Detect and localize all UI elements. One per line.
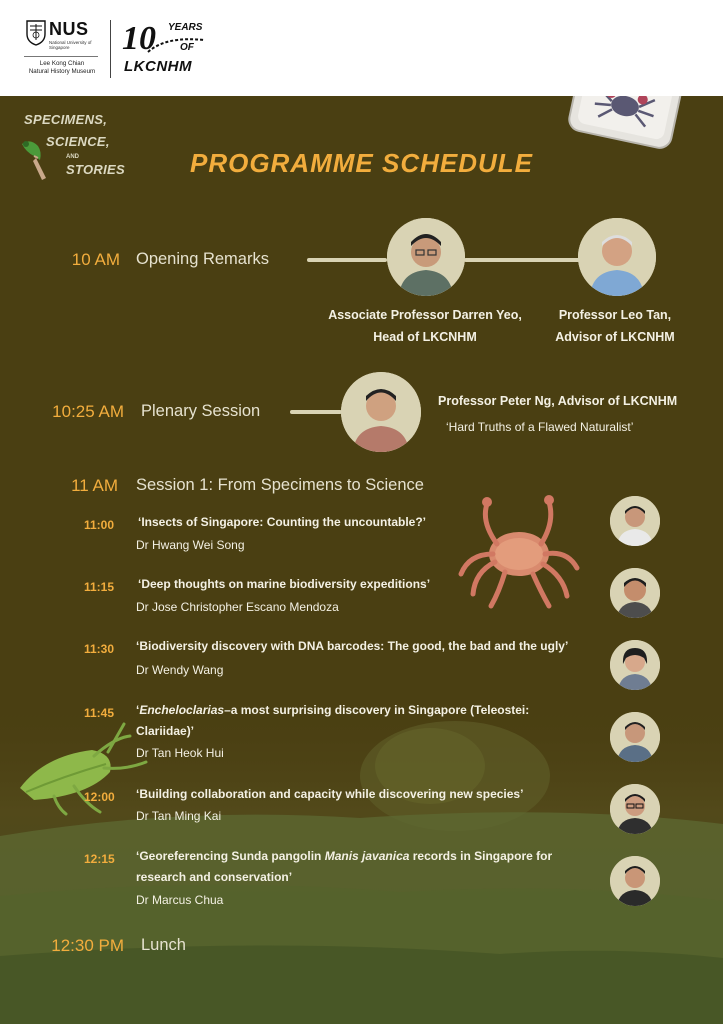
talk-1-title: ‘Insects of Singapore: Counting the uncountable?’	[138, 515, 426, 529]
anniversary-of: OF	[180, 42, 194, 53]
talk-6-speaker: Dr Marcus Chua	[136, 893, 224, 907]
page-title: PROGRAMME SCHEDULE	[189, 148, 533, 178]
header-divider	[110, 20, 111, 78]
nus-wordmark: NUS	[49, 19, 89, 39]
anniversary-swoosh-icon	[146, 32, 206, 56]
branding-and: AND	[66, 154, 79, 160]
avatar-darren-yeo	[387, 218, 465, 296]
avatar-marcus-chua	[610, 856, 660, 906]
nus-subtitle: National University of Singapore	[49, 40, 92, 50]
branding-line-science: SCIENCE,	[46, 134, 110, 149]
museum-name-line2: Natural History Museum	[28, 68, 96, 75]
poster-body	[0, 96, 723, 1024]
talk-2-time: 11:15	[84, 580, 115, 594]
lunch-time: 12:30 PM	[51, 936, 124, 955]
connector-line	[307, 258, 387, 262]
logo-divider	[24, 56, 98, 57]
talk-4-time: 11:45	[84, 706, 115, 720]
branding-line-specimens: SPECIMENS,	[24, 112, 108, 127]
talk-2-speaker: Dr Jose Christopher Escano Mendoza	[136, 600, 339, 614]
avatar-tan-heok-hui	[610, 712, 660, 762]
anniversary-years: YEARS	[168, 22, 203, 33]
talk-4-title-italic: Encheloclarias	[139, 703, 225, 717]
avatar-leo-tan	[578, 218, 656, 296]
talk-3-speaker: Dr Wendy Wang	[136, 663, 224, 677]
connector-line	[464, 258, 580, 262]
talk-4-title-open: ‘	[136, 703, 140, 717]
plenary-time: 10:25 AM	[52, 402, 124, 421]
plenary-speaker: Professor Peter Ng, Advisor of LKCNHM	[438, 394, 678, 408]
talk-6-title-pre: ‘Georeferencing Sunda pangolin	[136, 849, 325, 863]
crab-specimen-tray-icon	[565, 96, 685, 154]
anniversary-name: LKCNHM	[124, 58, 192, 75]
talk-4-title	[136, 700, 556, 742]
opening-speaker-2	[540, 304, 690, 348]
museum-name	[22, 60, 102, 76]
talk-4-title-rest: –a most surprising discovery in Singapore (Teleostei: Clariidae)’	[136, 703, 530, 738]
opening-speaker-2-role: Advisor of LKCNHM	[555, 330, 675, 344]
talk-3-title: ‘Biodiversity discovery with DNA barcodes: The good, the bad and the ugly’	[136, 639, 569, 653]
talk-4-speaker: Dr Tan Heok Hui	[136, 746, 224, 760]
avatar-jose-mendoza	[610, 568, 660, 618]
talk-1-speaker: Dr Hwang Wei Song	[136, 538, 245, 552]
avatar-hwang-wei-song	[610, 496, 660, 546]
session1-label: Session 1: From Specimens to Science	[136, 476, 424, 494]
talk-6-title-italic: Manis javanica	[324, 849, 410, 863]
talk-1-time: 11:00	[84, 518, 115, 532]
avatar-wendy-wang	[610, 640, 660, 690]
branding-line-stories: STORIES	[66, 162, 125, 177]
nus-shield-icon	[26, 20, 46, 46]
lunch-label: Lunch	[141, 936, 186, 954]
talk-6-time: 12:15	[84, 852, 115, 866]
talk-6-title-post: records in Singapore for research and conservation’	[136, 849, 553, 884]
opening-speaker-1	[320, 304, 530, 348]
session1-time: 11 AM	[71, 476, 118, 495]
opening-speaker-2-name: Professor Leo Tan,	[558, 308, 672, 322]
avatar-tan-ming-kai	[610, 784, 660, 834]
anniversary-number: 10	[122, 20, 156, 57]
opening-time: 10 AM	[71, 250, 120, 269]
talk-5-time: 12:00	[84, 790, 115, 804]
opening-speaker-1-role: Head of LKCNHM	[373, 330, 477, 344]
plenary-label: Plenary Session	[141, 402, 261, 420]
anniversary-logo	[122, 20, 212, 80]
nus-logo	[22, 18, 102, 78]
talk-6-title	[136, 846, 596, 888]
crab-illustration-icon	[455, 488, 585, 614]
connector-line	[290, 410, 342, 414]
talk-5-speaker: Dr Tan Ming Kai	[136, 809, 222, 823]
talk-5-title: ‘Building collaboration and capacity while discovering new species’	[136, 787, 524, 801]
talk-2-title: ‘Deep thoughts on marine biodiversity expeditions’	[138, 577, 431, 591]
talk-3-time: 11:30	[84, 642, 115, 656]
museum-name-line1: Lee Kong Chian	[39, 60, 85, 67]
avatar-peter-ng	[341, 372, 421, 452]
header	[0, 0, 723, 96]
opening-speaker-1-name: Associate Professor Darren Yeo,	[328, 308, 522, 322]
opening-label: Opening Remarks	[136, 250, 269, 268]
plenary-talk-title: ‘Hard Truths of a Flawed Naturalist’	[446, 420, 634, 434]
